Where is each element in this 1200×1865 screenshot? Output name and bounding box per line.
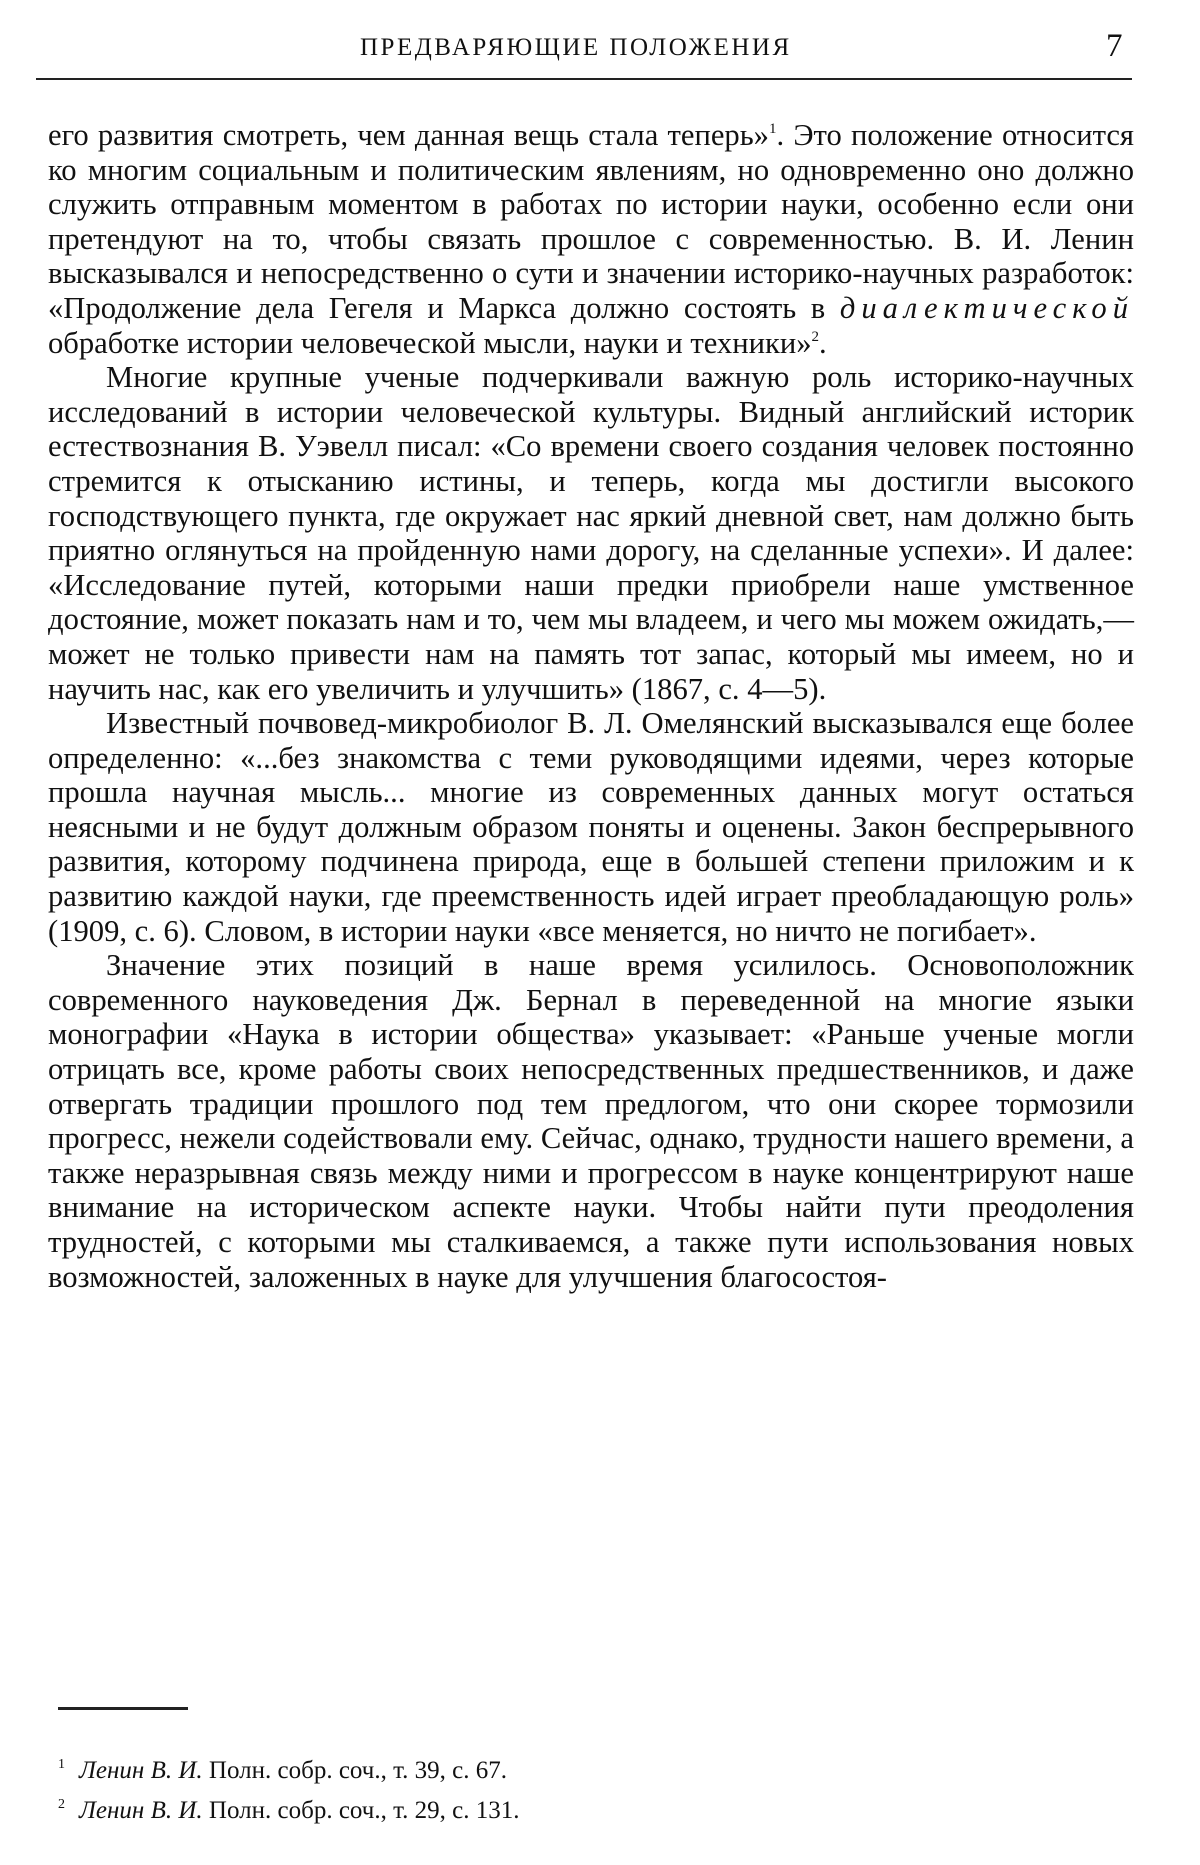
footnote-text: Полн. собр. соч., т. 29, с. 131. — [208, 1797, 520, 1824]
footnote-author: Ленин В. И. — [79, 1757, 203, 1784]
footnote-author: Ленин В. И. — [79, 1797, 203, 1824]
page-number: 7 — [1106, 28, 1123, 64]
footnote-rule — [58, 1707, 188, 1710]
emphasized-word: диалектической — [839, 290, 1134, 325]
paragraph-1-part-d: . — [819, 325, 827, 360]
paragraph-3: Известный почвовед-микробиолог В. Л. Омелянский высказывался еще более определенно: «...без знакомства с теми руководящими идеями, через которые прошла научная мысль... многие из современных данных могут остаться неясными и не будут должным образом поняты и оценены. Закон беспрерывного развития, которому подчинена природа, еще в большей степени приложим и к развитию каждой науки, где преемственность идей играет преобладающую роль» (1909, с. 6). Словом, в истории науки «все меняется, но ничто не погибает». — [48, 706, 1134, 948]
paragraph-1 — [48, 118, 1134, 360]
paragraph-1-part-b: . Это положение относится ко многим социальным и политическим явлениям, но одновременно оно должно служить отправным моментом в работах по истории науки, особенно если они претендуют на то, чтобы связать прошлое с современностью. В. И. Ленин высказывался и непосредственно о сути и значении историко-научных разработок: «Продолжение дела Гегеля и Маркса должно состоять в — [48, 118, 1134, 325]
paragraph-1-part-c: обработке истории человеческой мысли, науки и техники» — [48, 325, 812, 360]
main-text — [48, 118, 1134, 1294]
running-head — [0, 28, 1200, 74]
footnote-text: Полн. собр. соч., т. 39, с. 67. — [208, 1757, 507, 1784]
footnote-1 — [58, 1748, 1128, 1788]
footnote-ref-1: 1 — [768, 121, 777, 137]
footnotes — [58, 1748, 1128, 1828]
running-title: ПРЕДВАРЯЮЩИЕ ПОЛОЖЕНИЯ — [360, 34, 792, 61]
paragraph-2: Многие крупные ученые подчеркивали важную роль историко-научных исследований в истории человеческой культуры. Видный английский историк естествознания В. Уэвелл писал: «Со времени своего создания человек постоянно стремится к отысканию истины, и теперь, когда мы достигли высокого господствующего пункта, где окружает нас яркий дневной свет, нам должно быть приятно оглянуться на пройденную нами дорогу, на сделанные успехи». И далее: «Исследование путей, которыми наши предки приобрели наше умственное достояние, может показать нам и то, чем мы владеем, и чего мы можем ожидать,— может не только привести нам на память тот запас, который мы имеем, но и научить нас, как его увеличить и улучшить» (1867, с. 4—5). — [48, 360, 1134, 706]
footnote-mark: 1 — [58, 1757, 65, 1772]
footnote-mark: 2 — [58, 1797, 65, 1812]
header-rule — [36, 78, 1132, 80]
paragraph-4: Значение этих позиций в наше время усилилось. Основоположник современного науковедения Дж. Бернал в переведенной на многие языки монографии «Наука в истории общества» указывает: «Раньше ученые могли отрицать все, кроме работы своих непосредственных предшественников, и даже отвергать традиции прошлого под тем предлогом, что они скорее тормозили прогресс, нежели содействовали ему. Сейчас, однако, трудности нашего времени, а также неразрывная связь между ними и прогрессом в науке концентрируют наше внимание на историческом аспекте науки. Чтобы найти пути преодоления трудностей, с которыми мы сталкиваемся, а также пути использования новых возможностей, заложенных в науке для улучшения благосостоя- — [48, 948, 1134, 1294]
footnote-ref-2: 2 — [811, 328, 819, 345]
paragraph-1-part-a: его развития смотреть, чем данная вещь стала теперь» — [48, 118, 769, 152]
footnote-2 — [58, 1788, 1128, 1828]
